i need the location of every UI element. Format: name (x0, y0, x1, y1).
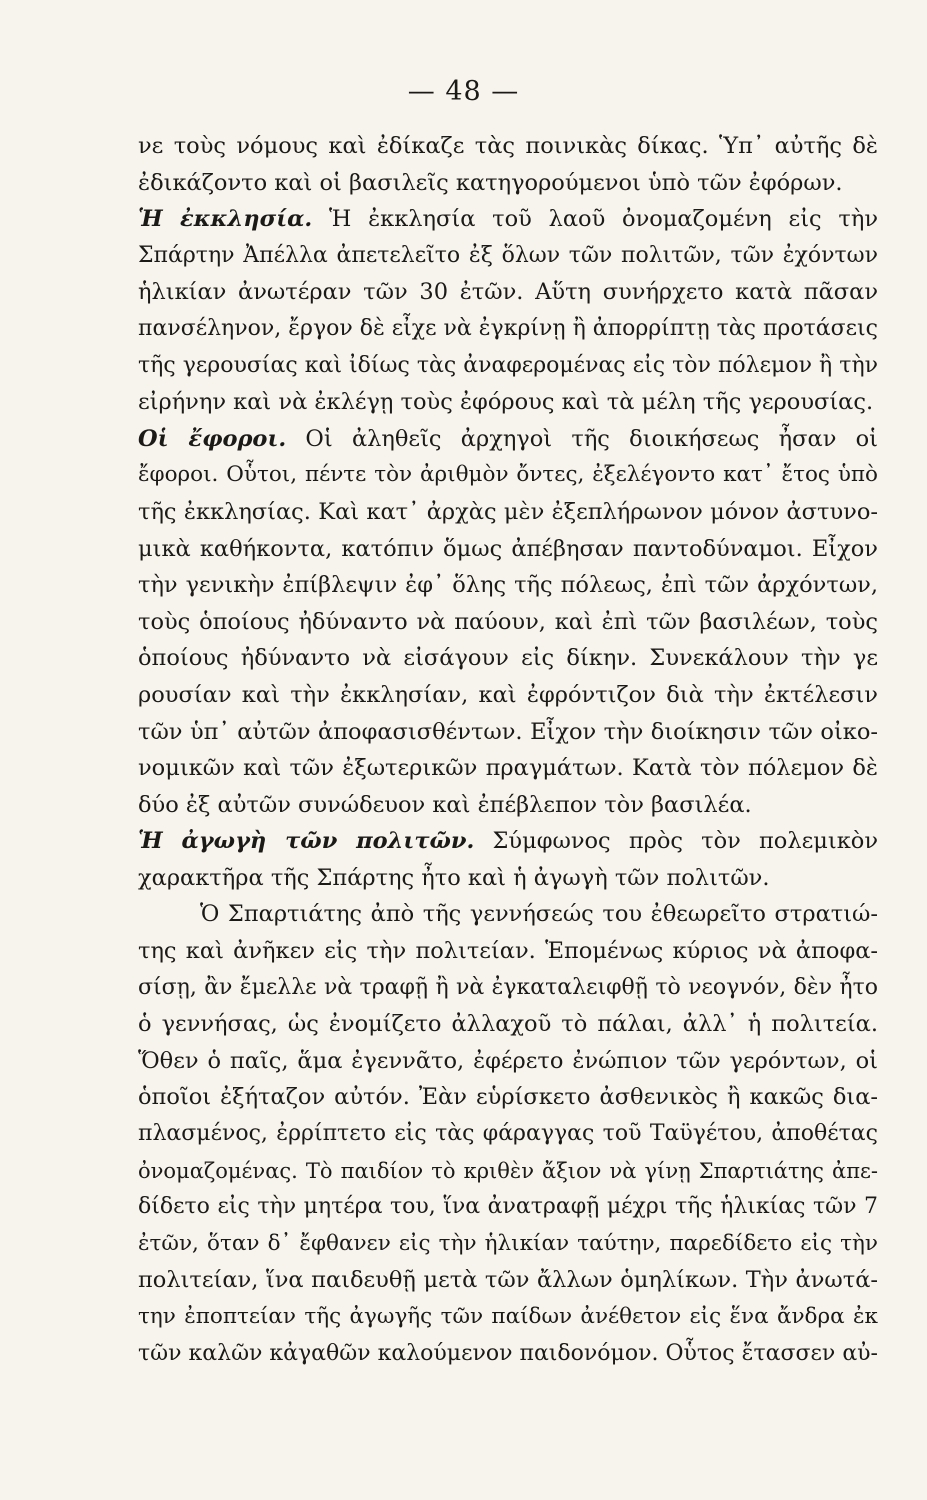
line-text: τοὺς ὁποίους ἠδύναντο νὰ παύουν, καὶ ἐπὶ τῶν βασιλέων, τοὺς (138, 608, 878, 635)
text-line (138, 494, 878, 531)
text-line (138, 457, 878, 494)
line-text: ἡλικίαν ἀνωτέραν τῶν 30 ἐτῶν. Αὕτη συνήρχετο κατὰ πᾶσαν (138, 279, 878, 306)
line-text: Σύμφωνος πρὸς τὸν πολεμικὸν (474, 828, 878, 855)
text-line (138, 970, 878, 1007)
line-text: ὁποῖοι ἐξήταζον αὐτόν. Ἐὰν εὑρίσκετο ἀσθενικὸς ἢ κακῶς δια- (138, 1084, 878, 1111)
text-line (138, 165, 878, 202)
line-text: Ἡ ἐκκλησία τοῦ λαοῦ ὀνομαζομένη εἰς τὴν (312, 206, 878, 233)
line-text: ἐτῶν, ὅταν δ᾽ ἔφθανεν εἰς τὴν ἡλικίαν ταύτην, παρεδίδετο εἰς τὴν (138, 1230, 878, 1256)
body-text (138, 128, 878, 1372)
text-line (138, 787, 878, 824)
line-text: χαρακτῆρα τῆς Σπάρτης ἦτο καὶ ἡ ἀγωγὴ τῶν πολιτῶν. (138, 864, 770, 891)
line-text: ὀνομαζομένας. Τὸ παιδίον τὸ κριθὲν ἄξιον νὰ γίνῃ Σπαρτιάτης ἀπε- (138, 1158, 878, 1183)
line-text: Ὁ Σπαρτιάτης ἀπὸ τῆς γεννήσεώς του ἐθεωρεῖτο στρατιώ- (200, 901, 878, 928)
text-line (138, 640, 878, 677)
line-text: ἐδικάζοντο καὶ οἱ βασιλεῖς κατηγορούμενοι ὑπὸ τῶν ἐφόρων. (138, 169, 843, 196)
text-line (138, 1079, 878, 1116)
text-line (138, 750, 878, 787)
text-line (138, 384, 878, 421)
text-line (138, 896, 878, 933)
text-line (138, 128, 878, 165)
line-text: εἰρήνην καὶ νὰ ἐκλέγῃ τοὺς ἐφόρους καὶ τὰ μέλη τῆς γερουσίας. (138, 389, 874, 416)
text-line (138, 1116, 878, 1153)
text-line (138, 714, 878, 751)
text-line (138, 274, 878, 311)
line-text: τὴν γενικὴν ἐπίβλεψιν ἐφ᾽ ὅλης τῆς πόλεως, ἐπὶ τῶν ἀρχόντων, (138, 572, 878, 599)
line-text: δύο ἐξ αὐτῶν συνώδευον καὶ ἐπέβλεπον τὸν βασιλέα. (138, 791, 752, 818)
line-text: σίσῃ, ἂν ἔμελλε νὰ τραφῇ ἢ νὰ ἐγκαταλειφθῇ τὸ νεογνόν, δὲν ἦτο (138, 974, 878, 1000)
line-text: μικὰ καθήκοντα, κατόπιν ὅμως ἀπέβησαν παντοδύναμοι. Εἶχον (138, 535, 878, 562)
line-text: ὁποίους ἠδύναντο νὰ εἰσάγουν εἰς δίκην. Συνεκάλουν τὴν γε (138, 645, 878, 672)
text-line (138, 238, 878, 275)
text-line (138, 1262, 878, 1299)
text-line (138, 348, 878, 385)
text-line (138, 823, 878, 860)
section-heading: Οἱ ἔφοροι. (138, 425, 287, 452)
text-line (138, 860, 878, 897)
line-text: ἔφοροι. Οὗτοι, πέντε τὸν ἀριθμὸν ὄντες, ἐξελέγοντο κατ᾽ ἔτος ὑπὸ (138, 462, 878, 488)
line-text: Σπάρτην Ἀπέλλα ἀπετελεῖτο ἐξ ὅλων τῶν πολιτῶν, τῶν ἐχόντων (138, 242, 878, 268)
page-number: — 48 — (407, 76, 520, 107)
text-line (138, 677, 878, 714)
text-line (138, 604, 878, 641)
text-line (138, 1299, 878, 1336)
line-text: πολιτείαν, ἵνα παιδευθῇ μετὰ τῶν ἄλλων ὁμηλίκων. Τὴν ἀνωτά- (138, 1267, 878, 1294)
line-text: δίδετο εἰς τὴν μητέρα του, ἵνα ἀνατραφῇ μέχρι τῆς ἡλικίας τῶν 7 (138, 1194, 878, 1220)
line-text: πανσέληνον, ἔργον δὲ εἶχε νὰ ἐγκρίνῃ ἢ ἀπορρίπτῃ τὰς προτάσεις (138, 315, 878, 341)
line-text: την ἐποπτείαν τῆς ἀγωγῆς τῶν παίδων ἀνέθετον εἰς ἕνα ἄνδρα ἐκ (138, 1304, 878, 1329)
line-text: ὁ γεννήσας, ὡς ἐνομίζετο ἀλλαχοῦ τὸ πάλαι, ἀλλ᾽ ἡ πολιτεία. (138, 1011, 878, 1038)
text-line (138, 933, 878, 970)
line-text: τῶν καλῶν κἀγαθῶν καλούμενον παιδονόμον. Οὗτος ἔτασσεν αὐ- (138, 1340, 878, 1366)
text-line (138, 311, 878, 348)
text-line (138, 201, 878, 238)
line-text: τῆς γερουσίας καὶ ἰδίως τὰς ἀναφερομένας εἰς τὸν πόλεμον ἢ τὴν (138, 352, 878, 378)
text-line (138, 1226, 878, 1263)
section-heading: Ἡ ἀγωγὴ τῶν πολιτῶν. (138, 828, 475, 855)
text-line (138, 421, 878, 458)
line-text: Ὅθεν ὁ παῖς, ἅμα ἐγεννᾶτο, ἐφέρετο ἐνώπιον τῶν γερόντων, οἱ (138, 1047, 878, 1074)
line-text: τῆς ἐκκλησίας. Καὶ κατ᾽ ἀρχὰς μὲν ἐξεπλήρωνον μόνον ἀστυνο- (138, 498, 878, 525)
line-text: τῶν ὑπ᾽ αὐτῶν ἀποφασισθέντων. Εἶχον τὴν διοίκησιν τῶν οἰκο- (138, 718, 878, 745)
text-line (138, 1043, 878, 1080)
line-text: νομικῶν καὶ τῶν ἐξωτερικῶν πραγμάτων. Κατὰ τὸν πόλεμον δὲ (138, 755, 878, 782)
text-line (138, 531, 878, 568)
line-text: πλασμένος, ἐρρίπτετο εἰς τὰς φάραγγας τοῦ Ταϋγέτου, ἀποθέτας (138, 1121, 878, 1147)
line-text: της καὶ ἀνῆκεν εἰς τὴν πολιτείαν. Ἑπομένως κύριος νὰ ἀποφα- (138, 938, 878, 965)
section-heading: Ἡ ἐκκλησία. (138, 206, 313, 233)
text-line (138, 1336, 878, 1373)
line-text: Οἱ ἀληθεῖς ἀρχηγοὶ τῆς διοικήσεως ἦσαν οἱ (286, 425, 878, 452)
text-line (138, 567, 878, 604)
text-line (138, 1153, 878, 1190)
line-text: ρουσίαν καὶ τὴν ἐκκλησίαν, καὶ ἐφρόντιζον διὰ τὴν ἐκτέλεσιν (138, 681, 878, 708)
line-text: νε τοὺς νόμους καὶ ἐδίκαζε τὰς ποινικὰς δίκας. Ὑπ᾽ αὐτῆς δὲ (138, 133, 878, 159)
text-line (138, 1006, 878, 1043)
text-line (138, 1189, 878, 1226)
